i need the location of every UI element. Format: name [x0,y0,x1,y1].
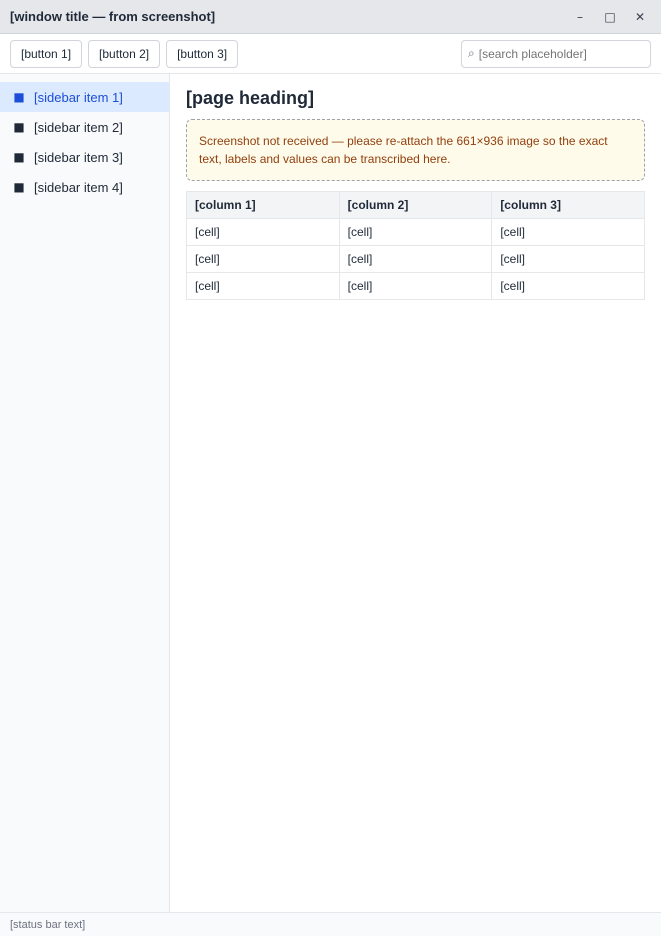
table-cell: [cell] [339,273,492,300]
column-header[interactable]: [column 1] [187,192,340,219]
title-bar [0,0,661,34]
page-title: [page heading] [186,88,315,108]
table-cell: [cell] [492,219,645,246]
table-header-row [187,192,645,219]
status-bar [0,912,661,936]
sidebar-item-1[interactable] [0,82,169,112]
toolbar [0,34,661,74]
search-icon: ⌕ [468,46,475,60]
table-row[interactable] [187,246,645,273]
sidebar-item-icon: ■ [13,120,25,134]
table-row[interactable] [187,273,645,300]
sidebar-item-icon: ■ [13,180,25,194]
search-input[interactable] [479,47,644,61]
table-cell: [cell] [187,219,340,246]
sidebar-item-icon: ■ [13,150,25,164]
table-cell: [cell] [492,273,645,300]
maximize-icon[interactable]: □ [599,6,621,28]
status-text: [status bar text] [10,918,86,931]
table-cell: [cell] [492,246,645,273]
close-icon[interactable]: ✕ [629,6,651,28]
sidebar-item-3[interactable] [0,142,169,172]
sidebar-item-label: [sidebar item 3] [34,149,123,165]
toolbar-button-3[interactable]: [button 3] [166,40,238,68]
table-row[interactable] [187,219,645,246]
sidebar-item-label: [sidebar item 1] [34,89,123,105]
data-table [186,191,645,300]
sidebar-item-2[interactable] [0,112,169,142]
window-title: [window title — from screenshot] [10,9,216,24]
column-header[interactable]: [column 3] [492,192,645,219]
sidebar-item-4[interactable] [0,172,169,202]
toolbar-button-2[interactable]: [button 2] [88,40,160,68]
sidebar-item-label: [sidebar item 2] [34,119,123,135]
toolbar-button-1[interactable]: [button 1] [10,40,82,68]
missing-image-notice: Screenshot not received — please re-attach the 661×936 image so the exact text, labels and values can be transcribed here. [186,119,645,181]
main-panel [170,74,661,912]
table-cell: [cell] [339,219,492,246]
table-cell: [cell] [187,246,340,273]
sidebar-item-label: [sidebar item 4] [34,179,123,195]
table-cell: [cell] [187,273,340,300]
sidebar [0,74,170,912]
search-box [461,40,651,68]
column-header[interactable]: [column 2] [339,192,492,219]
sidebar-item-icon: ■ [13,90,25,104]
content-area [0,74,661,912]
minimize-icon[interactable]: – [569,6,591,28]
table-cell: [cell] [339,246,492,273]
